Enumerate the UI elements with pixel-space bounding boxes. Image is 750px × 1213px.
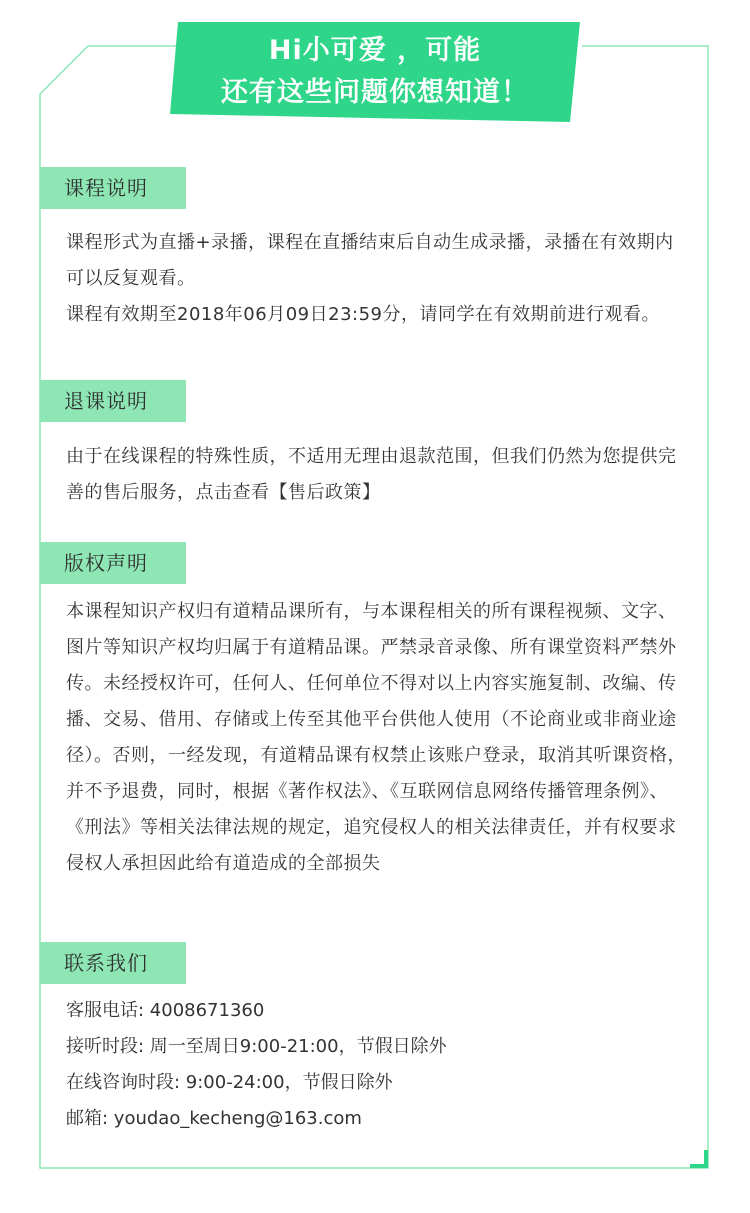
section-title-course: 课程说明: [40, 167, 186, 209]
banner-line-2: 还有这些问题你想知道！: [221, 77, 529, 108]
course-description-para-2: 课程有效期至2018年06月09日23:59分，请同学在有效期前进行观看。: [66, 304, 660, 325]
section-title-copyright: 版权声明: [40, 542, 186, 584]
refund-description: 由于在线课程的特殊性质，不适用无理由退款范围，但我们仍然为您提供完善的售后服务，点击查看【售后政策】: [66, 446, 677, 503]
header-banner: [170, 22, 580, 122]
contact-email: 邮箱: youdao_kecheng@163.com: [66, 1108, 362, 1129]
banner-title: [170, 22, 580, 114]
section-title-refund: 退课说明: [40, 380, 186, 422]
section-title-contact: 联系我们: [40, 942, 186, 984]
contact-online-hours: 在线咨询时段: 9:00-24:00，节假日除外: [66, 1072, 393, 1093]
copyright-description: 本课程知识产权归有道精品课所有，与本课程相关的所有课程视频、文字、图片等知识产权均归属于有道精品课。严禁录音录像、所有课堂资料严禁外传。未经授权许可，任何人、任何单位不得对以上内容实施复制、改编、传播、交易、借用、存储或上传至其他平台供他人使用（不论商业或非商业途径）。否则，一经发现，有道精品课有权禁止该账户登录，取消其听课资格，并不予退费，同时，根据《著作权法》、《互联网信息网络传播管理条例》、《刑法》等相关法律法规的规定，追究侵权人的相关法律责任，并有权要求侵权人承担因此给有道造成的全部损失: [66, 601, 686, 874]
banner-line-1: Hi小可爱 ，可能: [268, 35, 482, 66]
contact-phone: 客服电话: 4008671360: [66, 1000, 265, 1021]
contact-hours: 接听时段: 周一至周日9:00-21:00，节假日除外: [66, 1036, 447, 1057]
course-description-para-1: 课程形式为直播+录播，课程在直播结束后自动生成录播，录播在有效期内可以反复观看。: [66, 232, 674, 289]
corner-accent: [690, 1150, 706, 1166]
